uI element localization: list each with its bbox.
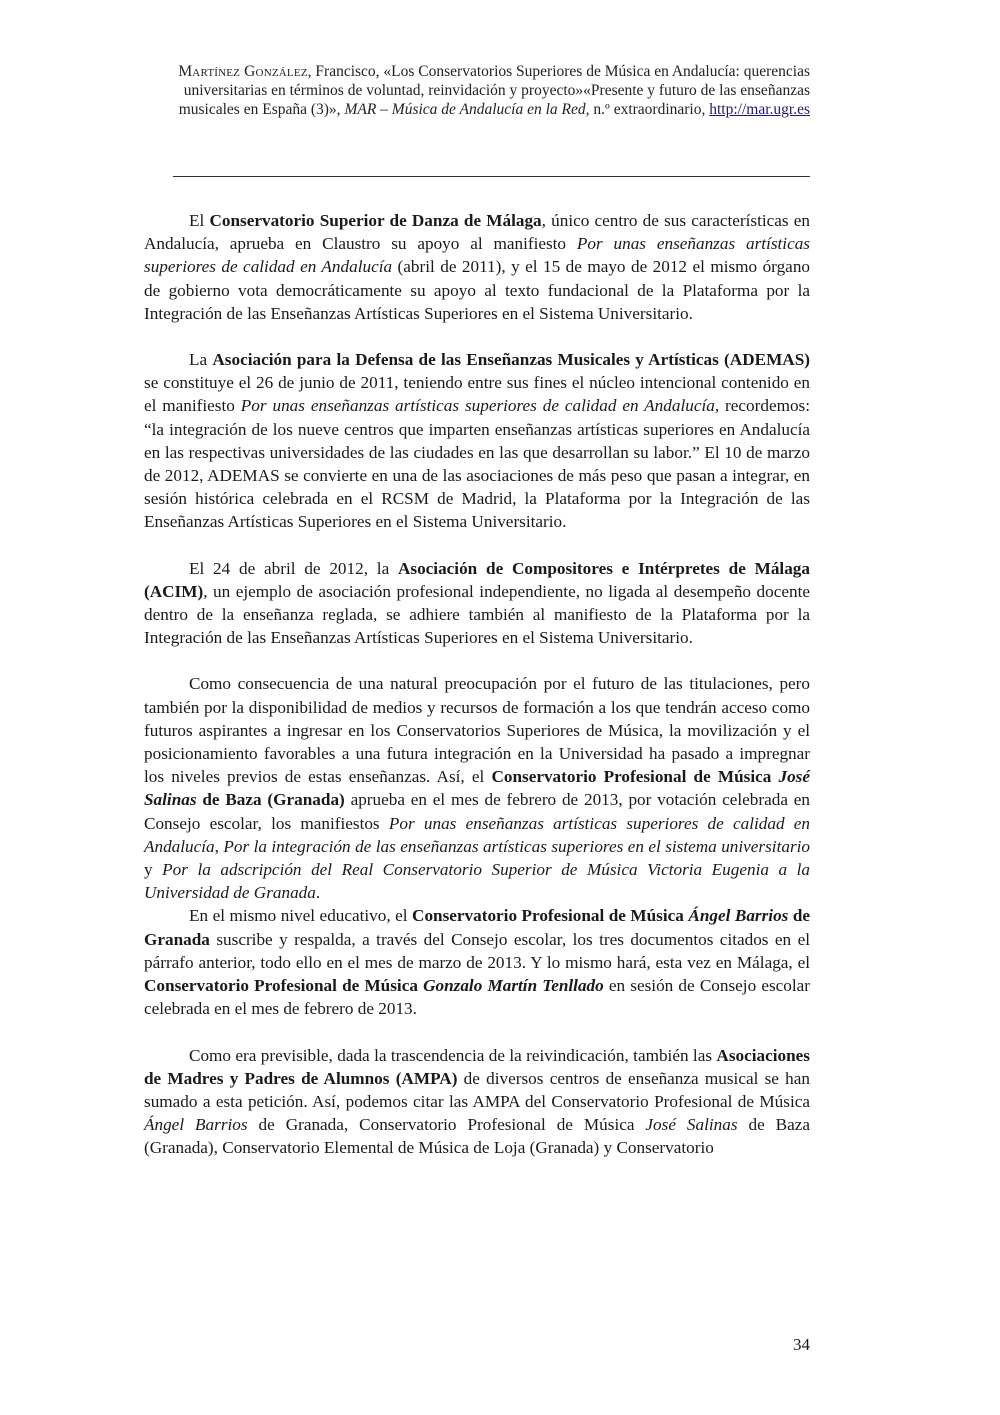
paragraph-1: El Conservatorio Superior de Danza de Málaga, único centro de sus características en Andalucía, aprueba en Claustro su apoyo al manifiesto Por unas enseñanzas artísticas superiores de calidad en Andalucía (abril de 2011), y el 15 de mayo de 2012 el mismo órgano de gobierno vota democráticamente su apoyo al texto fundacional de la Plataforma por la Integración de las Enseñanzas Artísticas Superiores en el Sistema Universitario. <box>144 211 811 323</box>
paragraph-3: El 24 de abril de 2012, la Asociación de Compositores e Intérpretes de Málaga (ACIM), un ejemplo de asociación profesional independiente, no ligada al desempeño docente dentro de la enseñanza reglada, se adhiere también al manifiesto de la Plataforma por la Integración de las Enseñanzas Artísticas Superiores en el Sistema Universitario. <box>144 558 810 648</box>
paragraph-4: Como consecuencia de una natural preocupación por el futuro de las titulaciones, pero también por la disponibilidad de medios y recursos de formación a los que tendrán acceso como futuros aspirantes a ingresar en los Conservatorios Superiores de Música, la movilización y el posicionamiento favorables a una futura integración en la Universidad ha pasado a impregnar los niveles previos de estas enseñanzas. Así, el Conservatorio Profesional de Música José Salinas de Baza (Granada) aprueba en el mes de febrero de 2013, por votación celebrada en Consejo escolar, los manifiestos Por unas enseñanzas artísticas superiores de calidad en Andalucía, Por la integración de las enseñanzas artísticas superiores en el sistema universitario y Por la adscripción del Real Conservatorio Superior de Música Victoria Eugenia a la Universidad de Granada. <box>144 674 811 903</box>
paragraph-6: Como era previsible, dada la trascendencia de la reivindicación, también las Asociaciones de Madres y Padres de Alumnos (AMPA) de diversos centros de enseñanza musical se han sumado a esta petición. Así, podemos citar las AMPA del Conservatorio Profesional de Música Ángel Barrios de Granada, Conservatorio Profesional de Música José Salinas de Baza (Granada), Conservatorio Elemental de Música de Loja (Granada) y Conservatorio <box>144 1045 810 1158</box>
header-citation-issue: n.º extraordinario, <box>589 101 710 118</box>
running-header <box>150 62 810 119</box>
page-number: 34 <box>793 1335 810 1354</box>
header-divider <box>173 176 810 177</box>
paragraph-5: En el mismo nivel educativo, el Conservatorio Profesional de Música Ángel Barrios de Granada suscribe y respalda, a través del Consejo escolar, los tres documentos citados en el párrafo anterior, todo ello en el mes de marzo de 2013. Y lo mismo hará, esta vez en Málaga, el Conservatorio Profesional de Música Gonzalo Martín Tenllado en sesión de Consejo escolar celebrada en el mes de febrero de 2013. <box>144 906 811 1019</box>
header-citation: , Francisco, «Los Conservatorios Superiores de Música en Andalucía: querencias universitarias en términos de voluntad, reinvidación y proyecto»«Presente y futuro de las enseñanzas musicales en España (3)», <box>178 63 810 118</box>
body-text <box>144 209 810 1160</box>
header-url-link[interactable]: http://mar.ugr.es <box>709 101 810 118</box>
header-journal: MAR – Música de Andalucía en la Red, <box>344 101 590 118</box>
paragraph-2: La Asociación para la Defensa de las Enseñanzas Musicales y Artísticas (ADEMAS) se constituye el 26 de junio de 2011, teniendo entre sus fines el núcleo intencional contenido en el manifiesto Por unas enseñanzas artísticas superiores de calidad en Andalucía, recordemos: “la integración de los nueve centros que imparten enseñanzas artísticas superiores en Andalucía en las respectivas universidades de las ciudades en las que desarrollan su labor.” El 10 de marzo de 2012, ADEMAS se convierte en una de las asociaciones de más peso que pasan a integrar, en sesión histórica celebrada en el RCSM de Madrid, la Plataforma por la Integración de las Enseñanzas Artísticas Superiores en el Sistema Universitario. <box>144 350 810 532</box>
header-author: Martínez González <box>178 63 308 80</box>
